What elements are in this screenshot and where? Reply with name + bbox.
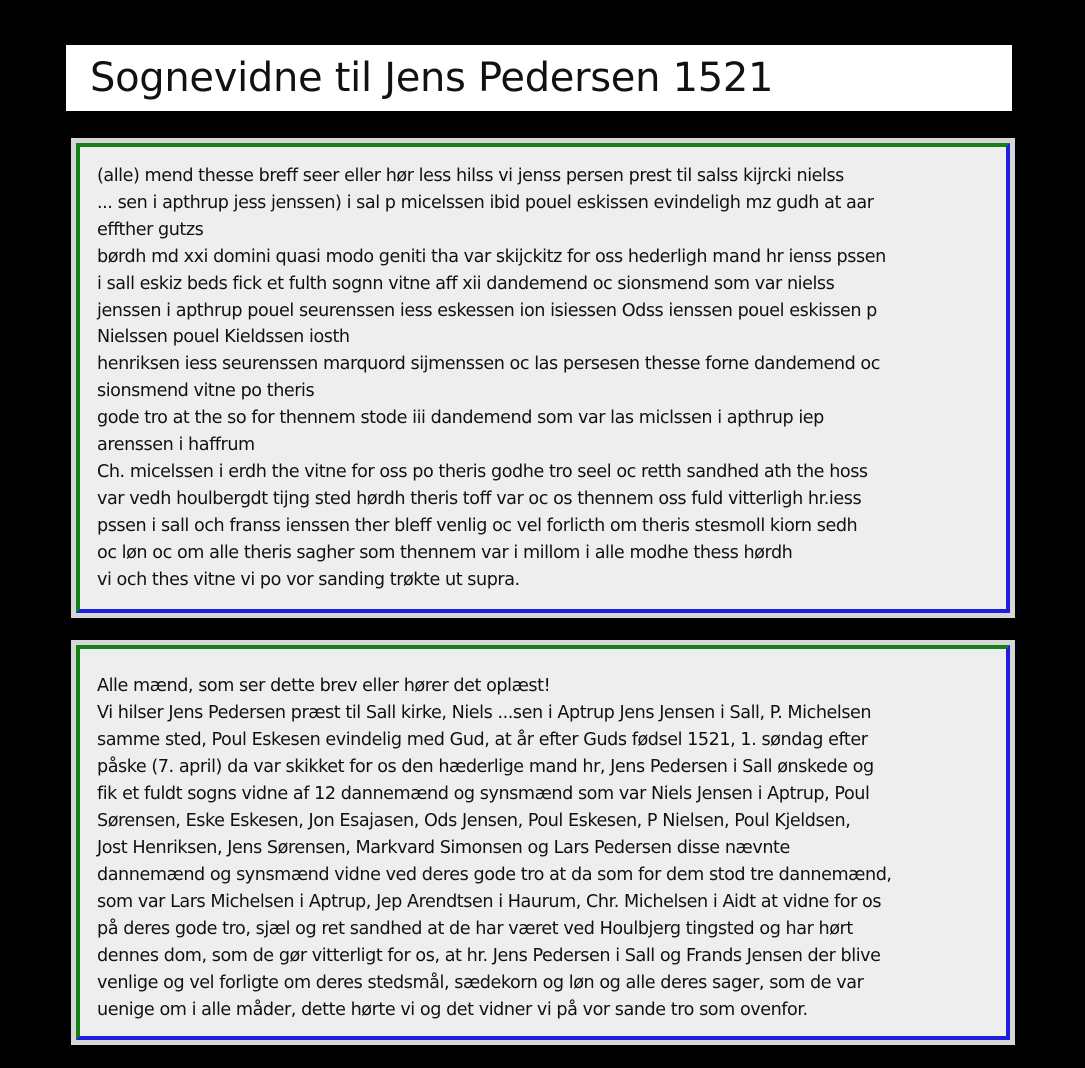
title-bar xyxy=(66,45,1012,111)
original-text-line: arenssen i haffrum xyxy=(97,435,255,456)
translation-line: dannemænd og synsmænd vidne ved deres gode tro at da som for dem stod tre dannemænd, xyxy=(97,865,892,885)
translation-line: dennes dom, som de gør vitterligt for os, at hr. Jens Pedersen i Sall og Frands Jensen der blive xyxy=(97,946,881,966)
translation-line: Vi hilser Jens Pedersen præst til Sall kirke, Niels ...sen i Aptrup Jens Jensen i Sall, P. Michelsen xyxy=(97,703,872,723)
translation-line: Jost Henriksen, Jens Sørensen, Markvard Simonsen og Lars Pedersen disse nævnte xyxy=(97,838,790,858)
original-text-line: oc løn oc om alle theris sagher som thennem var i millom i alle modhe thess hørdh xyxy=(97,542,793,563)
translation-line: samme sted, Poul Eskesen evindelig med Gud, at år efter Guds fødsel 1521, 1. søndag efter xyxy=(97,730,868,750)
original-text-line: effther gutzs xyxy=(97,219,204,240)
original-text-line: sionsmend vitne po theris xyxy=(97,381,315,402)
page-title: Sognevidne til Jens Pedersen 1521 xyxy=(90,55,774,101)
original-text-line: i sall eskiz beds fick et fulth sognn vitne aff xii dandemend oc sionsmend som var nielss xyxy=(97,273,835,294)
original-text-line: Ch. micelssen i erdh the vitne for oss po theris godhe tro seel oc retth sandhed ath the hoss xyxy=(97,461,868,482)
original-text-line: gode tro at the so for thennem stode iii dandemend som var las miclssen i apthrup iep xyxy=(97,408,824,429)
original-text-line: ... sen i apthrup jess jenssen) i sal p micelssen ibid pouel eskissen evindeligh mz gudh at aar xyxy=(97,192,874,213)
original-text-line: vi och thes vitne vi po vor sanding trøkte ut supra. xyxy=(97,569,520,590)
translation-line: Sørensen, Eske Eskesen, Jon Esajasen, Ods Jensen, Poul Eskesen, P Nielsen, Poul Kjeldsen, xyxy=(97,811,851,831)
translation-line: Alle mænd, som ser dette brev eller hører det oplæst! xyxy=(97,676,551,696)
original-text-line: henriksen iess seurenssen marquord sijmenssen oc las persesen thesse forne dandemend oc xyxy=(97,354,880,375)
original-text-line: børdh md xxi domini quasi modo geniti tha var skijckitz for oss hederligh mand hr ienss pssen xyxy=(97,246,886,267)
translation-line: påske (7. april) da var skikket for os den hæderlige mand hr, Jens Pedersen i Sall ønskede og xyxy=(97,757,874,777)
translation-line: fik et fuldt sogns vidne af 12 dannemænd og synsmænd som var Niels Jensen i Aptrup, Poul xyxy=(97,784,870,804)
original-text-line: var vedh houlbergdt tijng sted hørdh theris toff var oc os thennem oss fuld vitterligh hr.iess xyxy=(97,488,862,509)
original-text-line: jenssen i apthrup pouel seurenssen iess eskessen ion isiessen Odss ienssen pouel eskissen p xyxy=(97,300,877,321)
translation-line: uenige om i alle måder, dette hørte vi og det vidner vi på vor sande tro som ovenfor. xyxy=(97,1000,808,1020)
original-text-line: (alle) mend thesse breff seer eller hør less hilss vi jenss persen prest til salss kijrcki nielss xyxy=(97,166,844,186)
translation-panel xyxy=(76,645,1010,1040)
original-text-line: pssen i sall och franss ienssen ther bleff venlig oc vel forlicth om theris stesmoll kiorn sedh xyxy=(97,515,858,536)
translation-line: på deres gode tro, sjæl og ret sandhed at de har været ved Houlbjerg tingsted og har hørt xyxy=(97,919,853,939)
translation-line: som var Lars Michelsen i Aptrup, Jep Arendtsen i Haurum, Chr. Michelsen i Aidt at vidne for os xyxy=(97,892,882,912)
original-text-panel xyxy=(76,143,1010,613)
original-text-body xyxy=(97,163,886,594)
original-text-line: Nielssen pouel Kieldssen iosth xyxy=(97,327,350,348)
translation-line: venlige og vel forligte om deres stedsmål, sædekorn og løn og alle deres sager, som de var xyxy=(97,973,864,993)
translation-body xyxy=(97,673,892,1024)
